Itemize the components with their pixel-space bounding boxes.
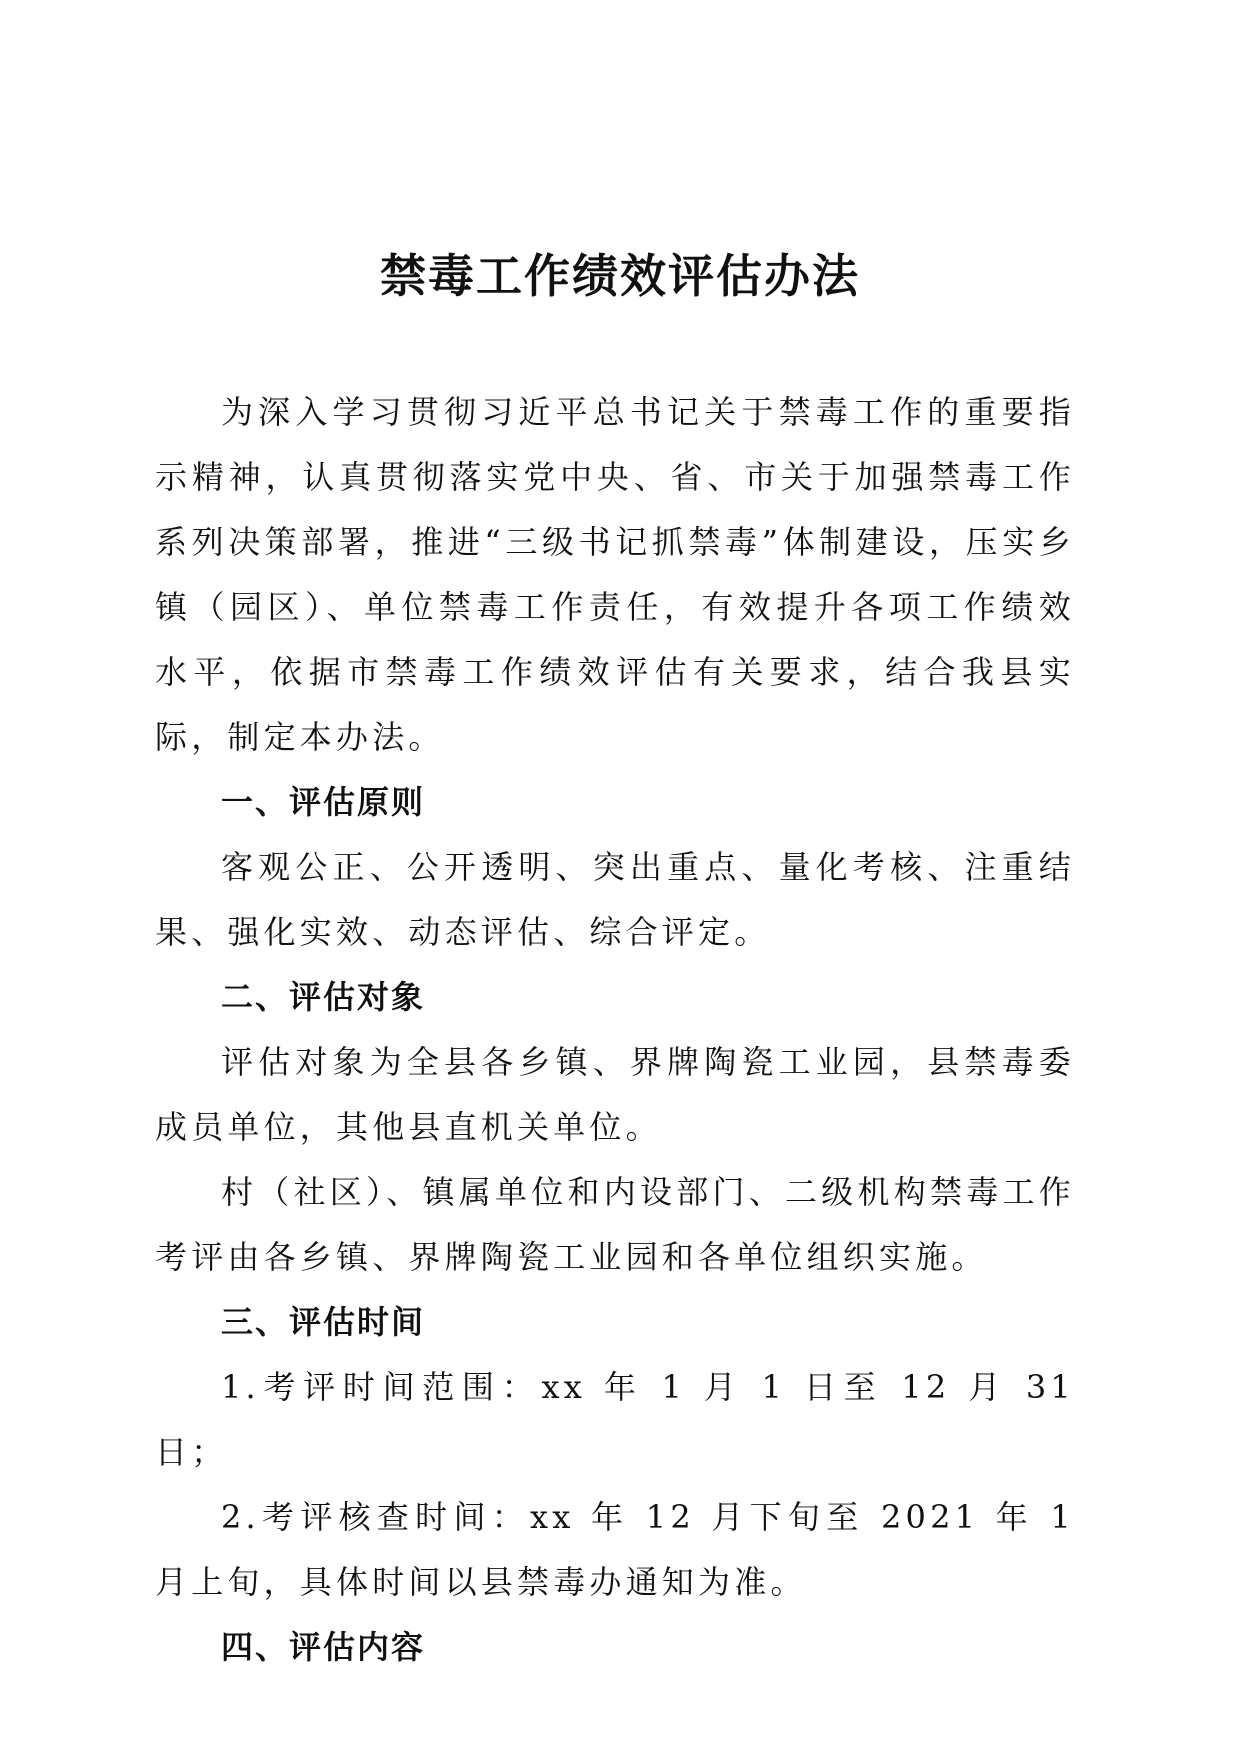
intro-paragraph: 为深入学习贯彻习近平总书记关于禁毒工作的重要指示精神，认真贯彻落实党中央、省、市关于加强禁毒工作系列决策部署，推进“三级书记抓禁毒”体制建设，压实乡镇（园区）、单位禁毒工作责任，有效提升各项工作绩效水平，依据市禁毒工作绩效评估有关要求，结合我县实际，制定本办法。	[155, 393, 1075, 756]
document-body	[155, 380, 1075, 1680]
section-heading-targets: 二、评估对象	[221, 978, 426, 1016]
section-heading-content: 四、评估内容	[221, 1628, 426, 1666]
section-heading-principles: 一、评估原则	[221, 783, 426, 821]
section-heading-time: 三、评估时间	[221, 1303, 426, 1341]
document-title: 禁毒工作绩效评估办法	[380, 249, 860, 303]
time-paragraph-2: 2.考评核查时间：xx 年 12 月下旬至 2021 年 1 月上旬，具体时间以县禁毒办通知为准。	[155, 1498, 1075, 1601]
principles-paragraph: 客观公正、公开透明、突出重点、量化考核、注重结果、强化实效、动态评估、综合评定。	[155, 848, 1075, 951]
time-paragraph-1: 1.考评时间范围：xx 年 1 月 1 日至 12 月 31 日；	[155, 1368, 1075, 1471]
targets-paragraph-2: 村（社区）、镇属单位和内设部门、二级机构禁毒工作考评由各乡镇、界牌陶瓷工业园和各单位组织实施。	[155, 1173, 1075, 1276]
targets-paragraph-1: 评估对象为全县各乡镇、界牌陶瓷工业园，县禁毒委成员单位，其他县直机关单位。	[155, 1043, 1075, 1146]
